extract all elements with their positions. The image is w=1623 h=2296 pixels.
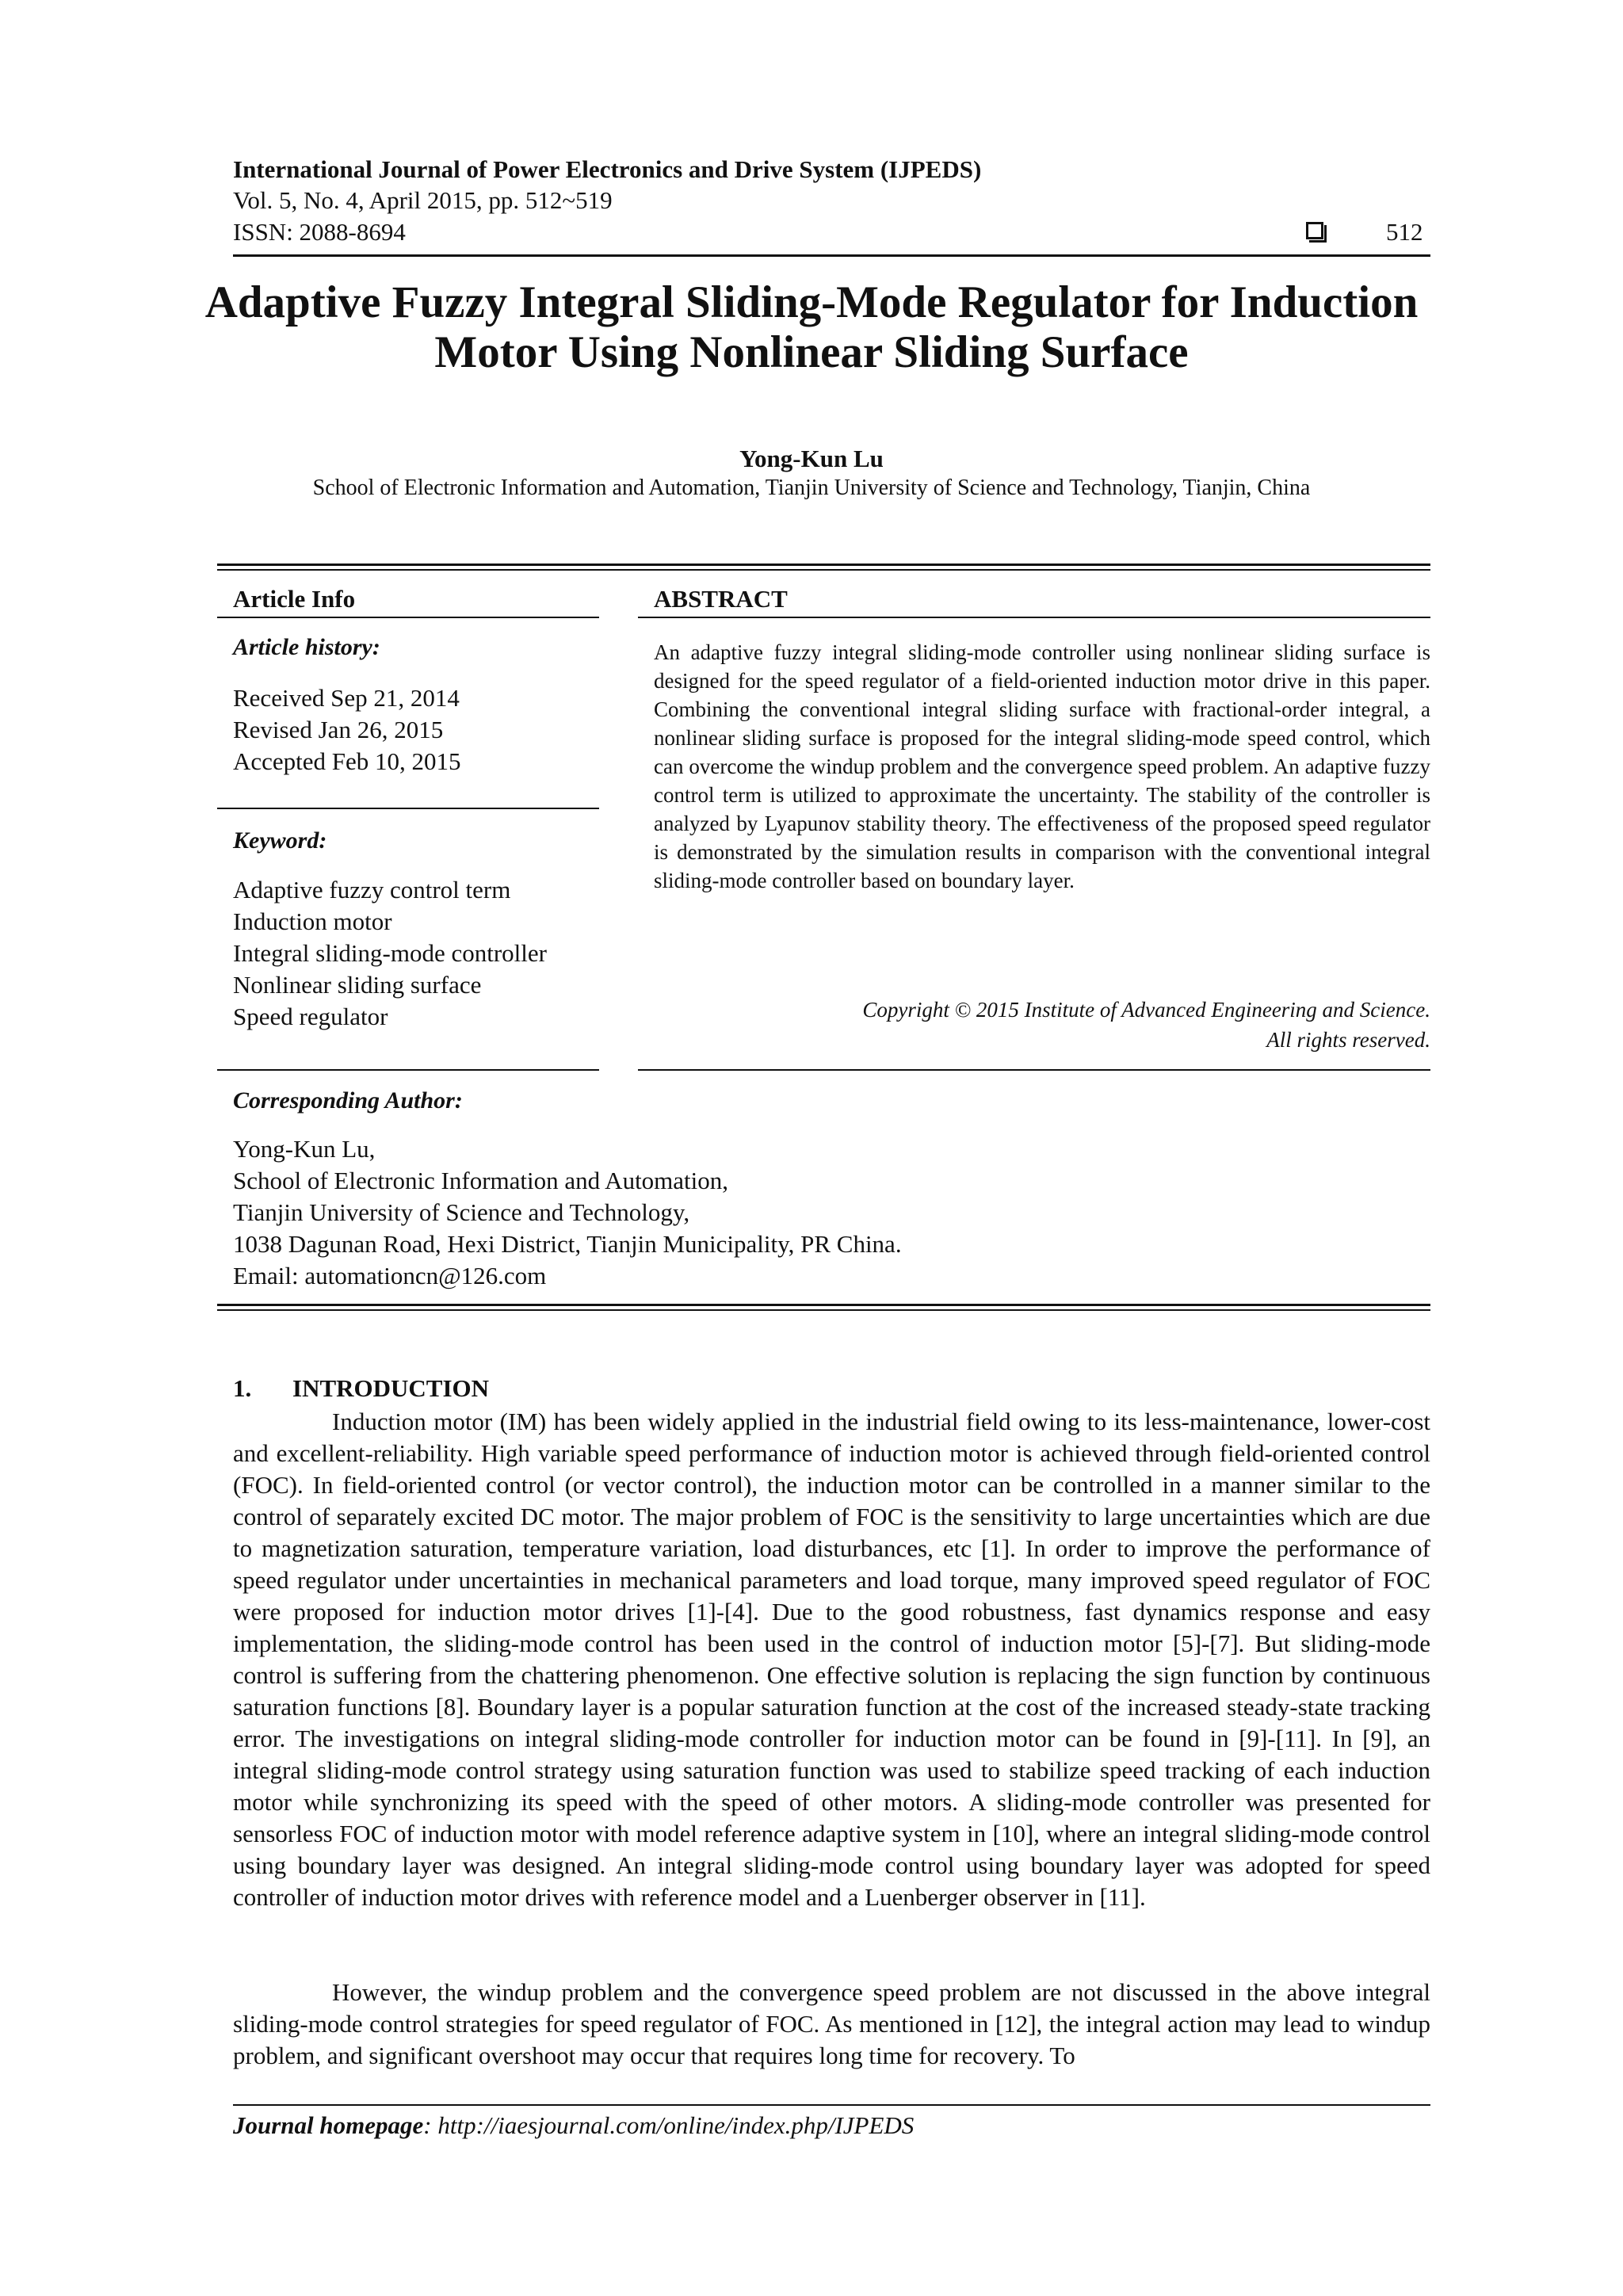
info-bottom-rule — [217, 1304, 1430, 1306]
corresponding-name: Yong-Kun Lu, — [233, 1135, 376, 1163]
abstract-text: An adaptive fuzzy integral sliding-mode controller using nonlinear sliding surface is designed for the speed regulator of a field-oriented induction motor drive in this paper. Combining the conventional integral sliding surface with fractional-order integral, a nonlinear sliding surface is proposed for the integral sliding-mode speed control, which can overcome the windup problem and the convergence speed problem. An adaptive fuzzy control term is utilized to approximate the uncertainty. The stability of the controller is analyzed by Lyapunov stability theory. The effectiveness of the proposed speed regulator is demonstrated by the simulation results in comparison with the conventional integral sliding-mode controller based on boundary layer. — [654, 640, 1430, 892]
journal-homepage — [233, 2111, 914, 2140]
intro-paragraph-2: However, the windup problem and the convergence speed problem are not discussed in the above integral sliding-mode control strategies for speed regulator of FOC. As mentioned in [12], the integral action may lead to windup problem, and significant overshoot may occur that requires long time for recovery. To — [233, 1978, 1430, 2069]
abstract-rule — [638, 617, 1430, 618]
accepted-date: Accepted Feb 10, 2015 — [233, 747, 461, 775]
footer-rule — [233, 2104, 1430, 2106]
abstract-heading: ABSTRACT — [654, 585, 788, 613]
revised-date: Revised Jan 26, 2015 — [233, 716, 444, 743]
section-number: 1. — [233, 1374, 252, 1402]
keyword-item: Speed regulator — [233, 1003, 388, 1030]
corresponding-university: Tianjin University of Science and Technology, — [233, 1198, 690, 1226]
keyword-heading: Keyword: — [233, 827, 327, 854]
corresponding-address: 1038 Dagunan Road, Hexi District, Tianjin Municipality, PR China. — [233, 1230, 902, 1258]
volume-info: Vol. 5, No. 4, April 2015, pp. 512~519 — [233, 186, 613, 214]
info-bottom-rule-2 — [217, 1309, 1430, 1311]
keyword-item: Nonlinear sliding surface — [233, 971, 482, 999]
article-info-rule — [217, 617, 599, 618]
author-name: Yong-Kun Lu — [739, 445, 884, 472]
keyword-item: Induction motor — [233, 907, 392, 935]
copyright-notice — [654, 995, 1430, 1055]
journal-name: International Journal of Power Electronics and Drive System (IJPEDS) — [233, 155, 982, 183]
header-rule — [233, 254, 1430, 257]
rights-line: All rights reserved. — [1266, 1028, 1430, 1052]
abstract-bottom-rule — [638, 1069, 1430, 1071]
article-info-heading: Article Info — [233, 585, 356, 613]
info-top-rule — [217, 563, 1430, 566]
issn: ISSN: 2088-8694 — [233, 218, 406, 246]
author-affiliation: School of Electronic Information and Automation, Tianjin University of Science and Technology, Tianjin, China — [312, 476, 1311, 500]
section-title: INTRODUCTION — [292, 1374, 490, 1402]
copyright-line: Copyright © 2015 Institute of Advanced Engineering and Science. — [862, 998, 1430, 1022]
homepage-url[interactable]: : http://iaesjournal.com/online/index.php/IJPEDS — [423, 2111, 915, 2139]
corresponding-author-block — [233, 1133, 902, 1292]
page-box-icon — [1306, 222, 1323, 239]
paper-title: Adaptive Fuzzy Integral Sliding-Mode Regulator for Induction Motor Using Nonlinear Sliding Surface — [204, 277, 1419, 377]
keyword-item: Integral sliding-mode controller — [233, 939, 547, 967]
received-date: Received Sep 21, 2014 — [233, 684, 460, 712]
corresponding-heading: Corresponding Author: — [233, 1087, 463, 1114]
article-history-heading: Article history: — [233, 634, 380, 660]
page-number: 512 — [1386, 218, 1423, 246]
history-rule — [217, 808, 599, 809]
keyword-rule — [217, 1069, 599, 1071]
keyword-item: Adaptive fuzzy control term — [233, 876, 511, 904]
intro-paragraph-1: Induction motor (IM) has been widely applied in the industrial field owing to its less-maintenance, lower-cost and excellent-reliability. High variable speed performance of induction motor is achieved through field-oriented control (FOC). In field-oriented control (or vector control), the induction motor can be controlled in a manner similar to the control of separately excited DC motor. The major problem of FOC is the sensitivity to large uncertainties which are due to magnetization saturation, temperature variation, load disturbances, etc [1]. In order to improve the performance of speed regulator under uncertainties in mechanical parameters and load torque, many improved speed regulator of FOC were proposed for induction motor drives [1]-[4]. Due to the good robustness, fast dynamics response and easy implementation, the sliding-mode control has been used in the control of induction motor [5]-[7]. But sliding-mode control is suffering from the chattering phenomenon. One effective solution is replacing the sign function by continuous saturation functions [8]. Boundary layer is a popular saturation function at the cost of the increased steady-state tracking error. The investigations on integral sliding-mode controller for induction motor can be found in [9]-[11]. In [9], an integral sliding-mode control strategy using saturation function was used to stabilize speed tracking of each induction motor while synchronizing its speed with the speed of other motors. A sliding-mode controller was presented for sensorless FOC of induction motor with model reference adaptive system in [10], where an integral sliding-mode control using boundary layer was designed. An integral sliding-mode control using boundary layer was adopted for speed controller of induction motor drives with reference model and a Luenberger observer in [11]. — [233, 1408, 1430, 1911]
homepage-label: Journal homepage — [233, 2111, 424, 2139]
introduction-heading — [233, 1374, 489, 1403]
info-top-rule-2 — [217, 569, 1430, 571]
corresponding-school: School of Electronic Information and Automation, — [233, 1167, 729, 1194]
corresponding-email: Email: automationcn@126.com — [233, 1262, 547, 1289]
